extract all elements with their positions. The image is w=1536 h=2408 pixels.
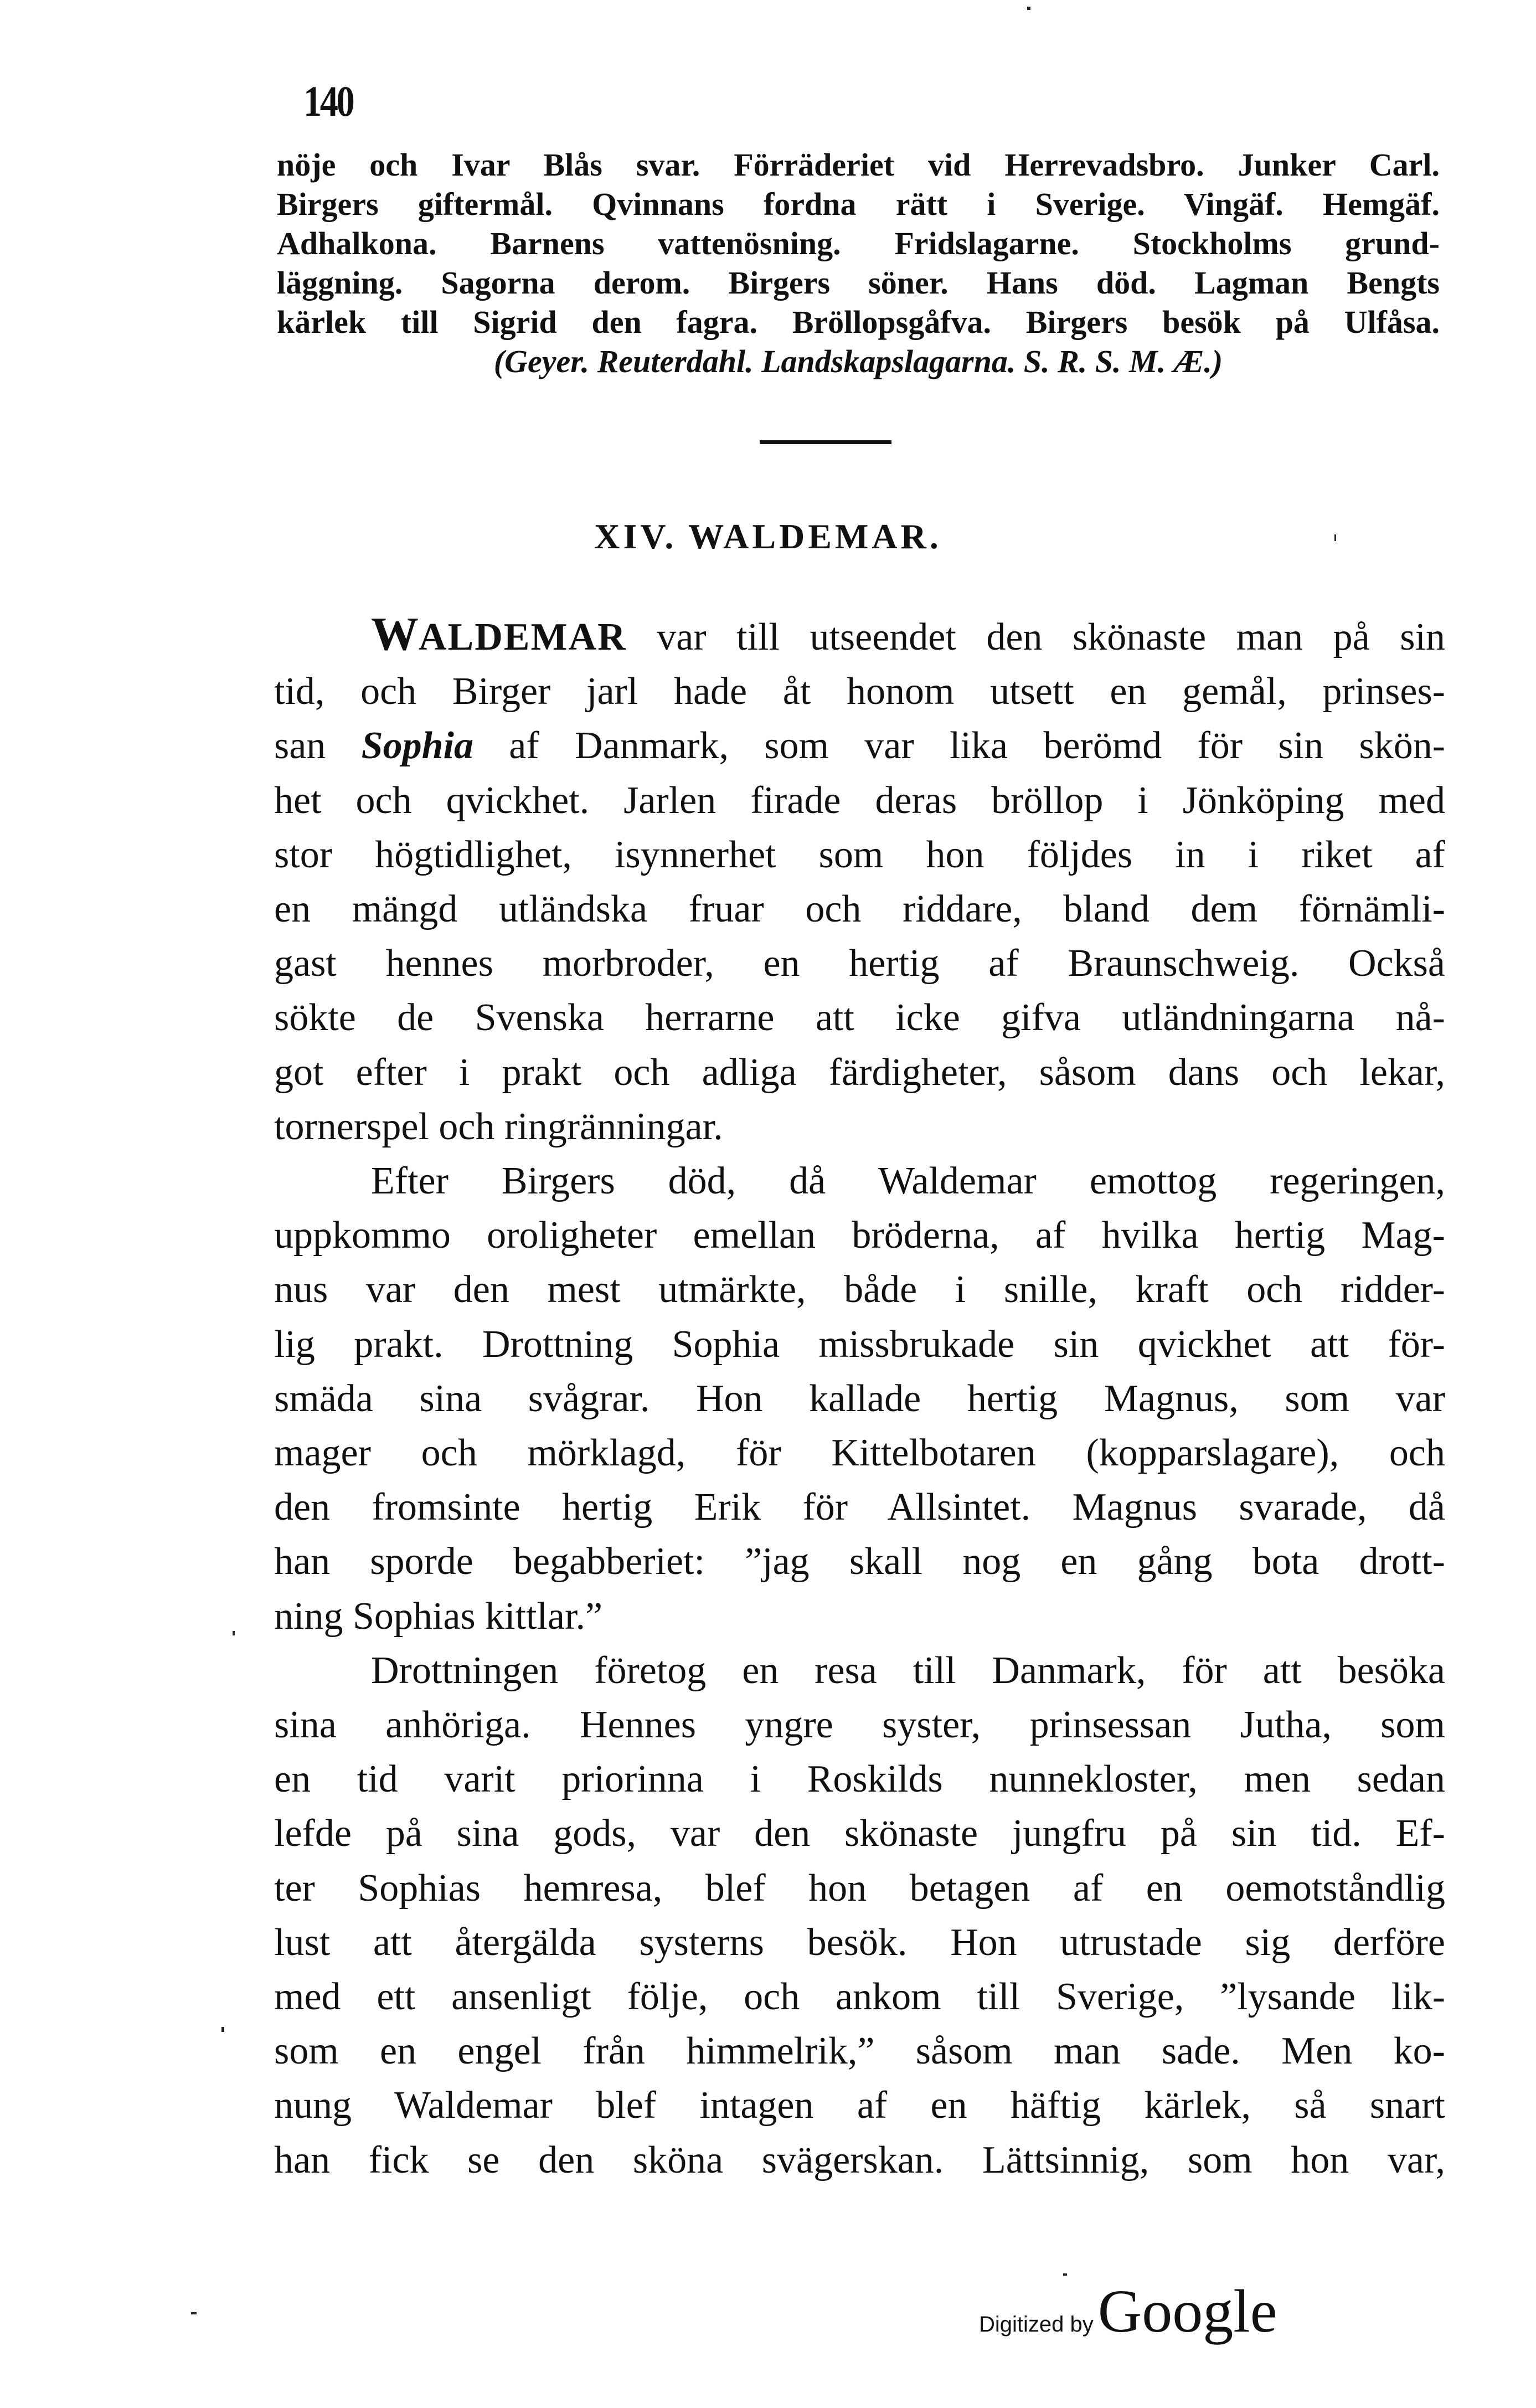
body-line: sina anhöriga. Hennes yngre syster, prinsessan Jutha, som <box>274 1704 1445 1747</box>
body-line: tornerspel och ringränningar. <box>274 1105 723 1148</box>
small-caps-name: ALDEMAR <box>419 616 627 658</box>
scan-speck <box>1063 2273 1067 2276</box>
body-line-text: san <box>274 724 362 768</box>
section-divider <box>760 440 891 444</box>
scan-speck <box>233 1631 235 1635</box>
chapter-summary <box>277 145 1440 381</box>
summary-line: Birgers giftermål. Qvinnans fordna rätt i Sverige. Vingäf. Hemgäf. <box>277 186 1440 222</box>
body-line: ter Sophias hemresa, blef hon betagen af en oemotståndlig <box>274 1866 1445 1910</box>
summary-line: läggning. Sagorna derom. Birgers söner. Hans död. Lagman Bengts <box>277 265 1440 301</box>
body-line: lefde på sina gods, var den skönaste jungfru på sin tid. Ef- <box>274 1812 1445 1855</box>
body-line: han sporde begabberiet: ”jag skall nog en gång bota drott- <box>274 1540 1445 1583</box>
body-line: nung Waldemar blef intagen af en häftig kärlek, så snart <box>274 2084 1445 2127</box>
body-text <box>274 606 1445 2188</box>
body-line: han fick se den sköna svägerskan. Lättsinnig, som hon var, <box>274 2138 1445 2181</box>
body-line: mager och mörklagd, för Kittelbotaren (kopparslagare), och <box>274 1432 1445 1475</box>
google-logo: Google <box>1097 2277 1277 2345</box>
body-line: tid, och Birger jarl hade åt honom utsett en gemål, prinses- <box>274 670 1445 713</box>
body-line: got efter i prakt och adliga färdigheter, såsom dans och lekar, <box>274 1051 1445 1094</box>
body-line-text: var till utseendet den skönaste man på sin <box>626 616 1445 658</box>
body-line: lust att återgälda systerns besök. Hon utrustade sig derföre <box>274 1921 1445 1964</box>
summary-sources-line: (Geyer. Reuterdahl. Landskapslagarna. S. R. S. M. Æ.) <box>493 343 1223 379</box>
body-line: ning Sophias kittlar.” <box>274 1594 603 1638</box>
body-line: Efter Birgers död, då Waldemar emottog regeringen, <box>371 1160 1445 1203</box>
body-line: Drottningen företog en resa till Danmark, för att besöka <box>371 1649 1445 1692</box>
body-line: en mängd utländska fruar och riddare, bland dem förnämli- <box>274 888 1445 931</box>
body-line: med ett ansenligt följe, och ankom till Sverige, ”lysande lik- <box>274 1975 1445 2019</box>
drop-cap: W <box>371 607 419 660</box>
digitized-by-google-watermark <box>979 2276 1277 2347</box>
summary-line: nöje och Ivar Blås svar. Förräderiet vid Herrevadsbro. Junker Carl. <box>277 147 1440 183</box>
summary-line: kärlek till Sigrid den fagra. Bröllopsgåfva. Birgers besök på Ulfåsa. <box>277 304 1440 340</box>
scan-speck <box>191 2312 197 2314</box>
body-line: som en engel från himmelrik,” såsom man sade. Men ko- <box>274 2030 1445 2073</box>
body-line: sökte de Svenska herrarne att icke gifva utländningarna nå- <box>274 996 1445 1040</box>
body-line: smäda sina svågrar. Hon kallade hertig Magnus, som var <box>274 1377 1445 1420</box>
body-line: uppkommo oroligheter emellan bröderna, af hvilka hertig Mag- <box>274 1214 1445 1257</box>
body-line-text: af Danmark, som var lika berömd för sin skön- <box>473 724 1446 768</box>
body-line <box>274 719 1445 773</box>
page-number: 140 <box>303 77 353 125</box>
body-line: en tid varit priorinna i Roskilds nunnekloster, men sedan <box>274 1758 1445 1801</box>
scan-speck <box>221 2027 224 2032</box>
body-line: stor högtidlighet, isynnerhet som hon följdes in i riket af <box>274 833 1445 876</box>
digitized-label: Digitized by <box>979 2312 1094 2337</box>
chapter-title: XIV. WALDEMAR. <box>594 517 942 556</box>
italic-name: Sophia <box>361 724 473 768</box>
scan-speck <box>1334 534 1336 541</box>
summary-line: Adhalkona. Barnens vattenösning. Fridslagarne. Stockholms grund- <box>277 225 1440 261</box>
body-line: het och qvickhet. Jarlen firade deras bröllop i Jönköping med <box>274 779 1445 822</box>
body-line: lig prakt. Drottning Sophia missbrukade sin qvickhet att för- <box>274 1323 1445 1366</box>
body-line: den fromsinte hertig Erik för Allsintet. Magnus svarade, då <box>274 1486 1445 1529</box>
body-line: nus var den mest utmärkte, både i snille, kraft och ridder- <box>274 1268 1445 1311</box>
body-line <box>274 606 1445 665</box>
scan-speck <box>1027 7 1030 10</box>
body-line: gast hennes morbroder, en hertig af Braunschweig. Också <box>274 942 1445 985</box>
